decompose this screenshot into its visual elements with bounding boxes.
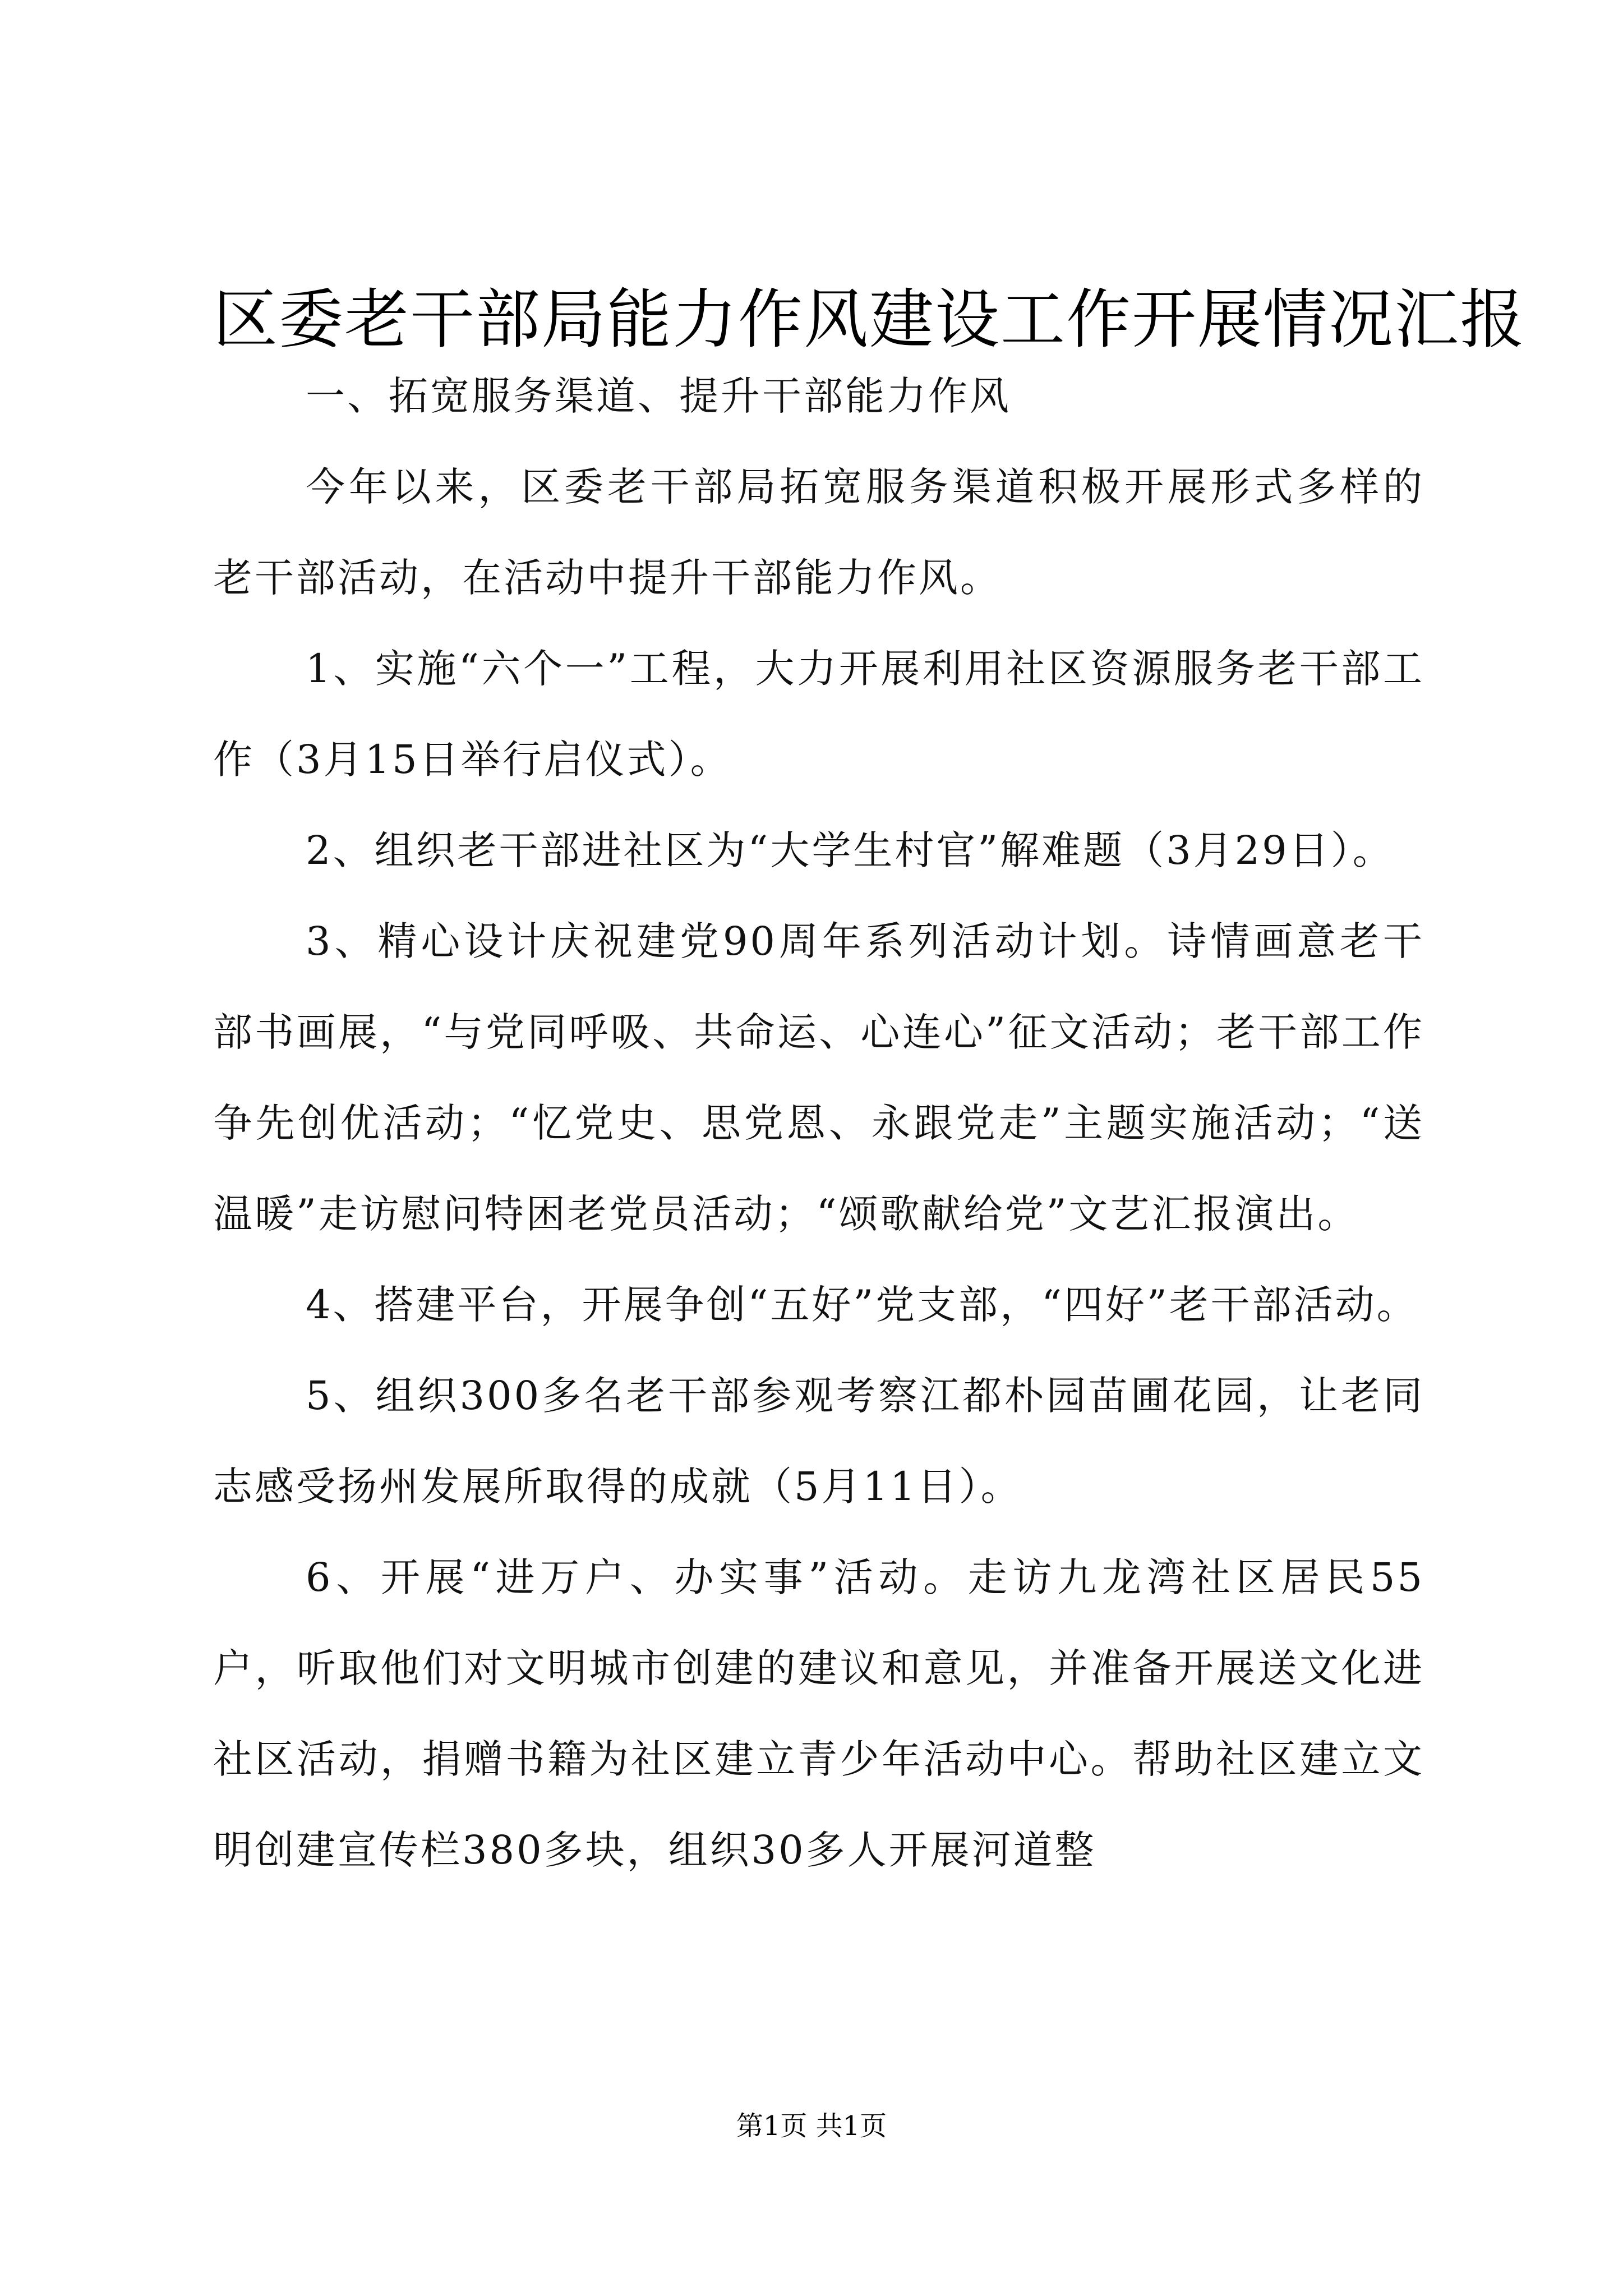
paragraph: 4、搭建平台，开展争创“五好”党支部，“四好”老干部活动。 [306, 1282, 1418, 1328]
paragraph: 1、实施“六个一”工程，大力开展利用社区资源服务老干部工作（3月15日举行启仪式）。 [213, 646, 1424, 783]
document-body [213, 351, 1424, 1895]
paragraph: 2、组织老干部进社区为“大学生村官”解难题（3月29日）。 [306, 827, 1394, 873]
paragraph: 今年以来，区委老干部局拓宽服务渠道积极开展形式多样的老干部活动，在活动中提升干部能力作风。 [213, 464, 1424, 601]
paragraph: 3、精心设计庆祝建党90周年系列活动计划。诗情画意老干部书画展，“与党同呼吸、共命运、心连心”征文活动；老干部工作争先创优活动；“忆党史、思党恩、永跟党走”主题实施活动；“送温暖”走访慰问特困老党员活动；“颂歌献给党”文艺汇报演出。 [213, 918, 1424, 1237]
paragraph: 6、开展“进万户、办实事”活动。走访九龙湾社区居民55户，听取他们对文明城市创建的建议和意见，并准备开展送文化进社区活动，捐赠书籍为社区建立青少年活动中心。帮助社区建立文明创建宣传栏380多块，组织30多人开展河道整 [213, 1554, 1424, 1873]
page-footer: 第1页 共1页 [736, 2110, 887, 2142]
section-heading: 一、拓宽服务渠道、提升干部能力作风 [306, 373, 1011, 419]
document-title: 区委老干部局能力作风建设工作开展情况汇报 [213, 282, 1526, 357]
paragraph: 5、组织300多名老干部参观考察江都朴园苗圃花园，让老同志感受扬州发展所取得的成就（5月11日）。 [213, 1373, 1424, 1510]
